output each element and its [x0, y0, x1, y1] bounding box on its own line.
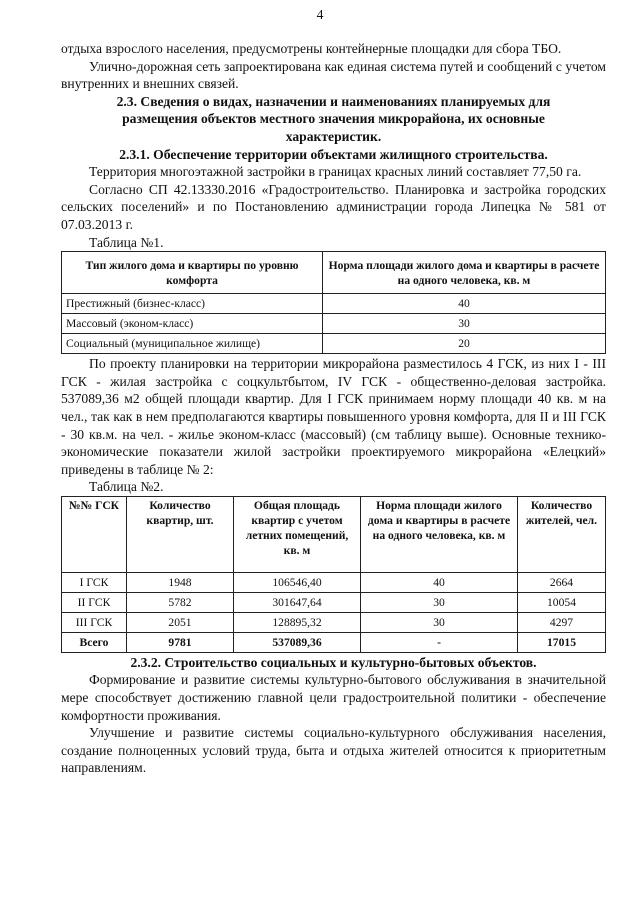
- table-cell: 30: [361, 612, 518, 632]
- table-cell: 30: [361, 592, 518, 612]
- paragraph: Улично-дорожная сеть запроектирована как единая система путей и сообщений с учетом внутренних и внешних связей.: [61, 58, 606, 92]
- table-row: [62, 334, 606, 354]
- table-cell: 40: [323, 294, 606, 314]
- table-header-cell: №№ ГСК: [62, 496, 127, 572]
- page-number: 4: [316, 7, 324, 22]
- table-cell: 17015: [518, 632, 606, 652]
- table-cell: 2664: [518, 572, 606, 592]
- table-header-cell: Общая площадь квартир с учетом летних помещений, кв. м: [234, 496, 361, 572]
- table-row: [62, 592, 606, 612]
- paragraph: Формирование и развитие системы культурно-бытового обслуживания в значительной мере способствует достижению главной цели градостроительной политики - обеспечение комфортности проживания.: [61, 672, 606, 723]
- table-header-cell: Количество жителей, чел.: [518, 496, 606, 572]
- table-row: [62, 572, 606, 592]
- table-header-cell: Тип жилого дома и квартиры по уровню комфорта: [62, 252, 323, 294]
- table-caption: Таблица №1.: [89, 234, 164, 250]
- table-header-row: [62, 252, 606, 294]
- paragraph: Согласно СП 42.13330.2016 «Градостроительство. Планировка и застройка городских сельских поселений» и по Постановлению администрации города Липецка № 581 от 07.03.2013 г.: [61, 181, 606, 232]
- subsection-heading: 2.3.2. Строительство социальных и культурно-бытовых объектов.: [130, 654, 537, 670]
- table-cell: 128895,32: [234, 612, 361, 632]
- table-cell: 30: [323, 314, 606, 334]
- table-cell: Массовый (эконом-класс): [62, 314, 323, 334]
- table-cell: II ГСК: [62, 592, 127, 612]
- table-cell: 537089,36: [234, 632, 361, 652]
- table-cell: -: [361, 632, 518, 652]
- subsection-heading: 2.3.1. Обеспечение территории объектами жилищного строительства.: [119, 146, 548, 162]
- table-cell: III ГСК: [62, 612, 127, 632]
- table-cell: 301647,64: [234, 592, 361, 612]
- table-cell: 1948: [127, 572, 234, 592]
- table-row: [62, 314, 606, 334]
- table-header-cell: Норма площади жилого дома и квартиры в расчете на одного человека, кв. м: [323, 252, 606, 294]
- table-cell: 9781: [127, 632, 234, 652]
- section-heading: 2.3. Сведения о видах, назначении и наименованиях планируемых для размещения объектов местного значения микрорайона, их основные характеристик.: [116, 93, 551, 144]
- paragraph: Улучшение и развитие системы социально-культурного обслуживания населения, создание полноценных условий труда, быта и отдыха жителей относится к приоритетным направлениям.: [61, 725, 606, 776]
- table-cell: I ГСК: [62, 572, 127, 592]
- housing-indicators-table: [61, 496, 606, 653]
- table-cell: 4297: [518, 612, 606, 632]
- table-total-row: [62, 632, 606, 652]
- comfort-norms-table: [61, 251, 606, 354]
- table-cell: 106546,40: [234, 572, 361, 592]
- paragraph: По проекту планировки на территории микрорайона разместилось 4 ГСК, из них I - III ГСК - жилая застройка с соцкультбытом, IV ГСК - общественно-деловая застройка. 537089,36 м2 общей площади квартир. Для I ГСК принимаем норму площади 40 кв. м на чел., так как в нем предполагаются квартиры повышенного уровня комфорта, для II и III ГСК - 30 кв.м. на чел. - жилье эконом-класс (массовый) (см таблицу выше). Основные технико-экономические показатели жилой застройки проектируемого микрорайона «Елецкий» приведены в таблице № 2:: [61, 356, 606, 477]
- table-cell: Социальный (муниципальное жилище): [62, 334, 323, 354]
- table-cell: 40: [361, 572, 518, 592]
- table-header-cell: Норма площади жилого дома и квартиры в расчете на одного человека, кв. м: [361, 496, 518, 572]
- table-cell: 20: [323, 334, 606, 354]
- table-header-row: [62, 496, 606, 572]
- table-header-cell: Количество квартир, шт.: [127, 496, 234, 572]
- table-cell: Всего: [62, 632, 127, 652]
- table-cell: 5782: [127, 592, 234, 612]
- paragraph: Территория многоэтажной застройки в границах красных линий составляет 77,50 га.: [89, 164, 582, 180]
- paragraph: отдыха взрослого населения, предусмотрены контейнерные площадки для сбора ТБО.: [61, 41, 562, 56]
- table-cell: Престижный (бизнес-класс): [62, 294, 323, 314]
- page-body: [61, 40, 606, 777]
- table-row: [62, 294, 606, 314]
- table-cell: 10054: [518, 592, 606, 612]
- table-cell: 2051: [127, 612, 234, 632]
- table-row: [62, 612, 606, 632]
- table-caption: Таблица №2.: [89, 479, 164, 495]
